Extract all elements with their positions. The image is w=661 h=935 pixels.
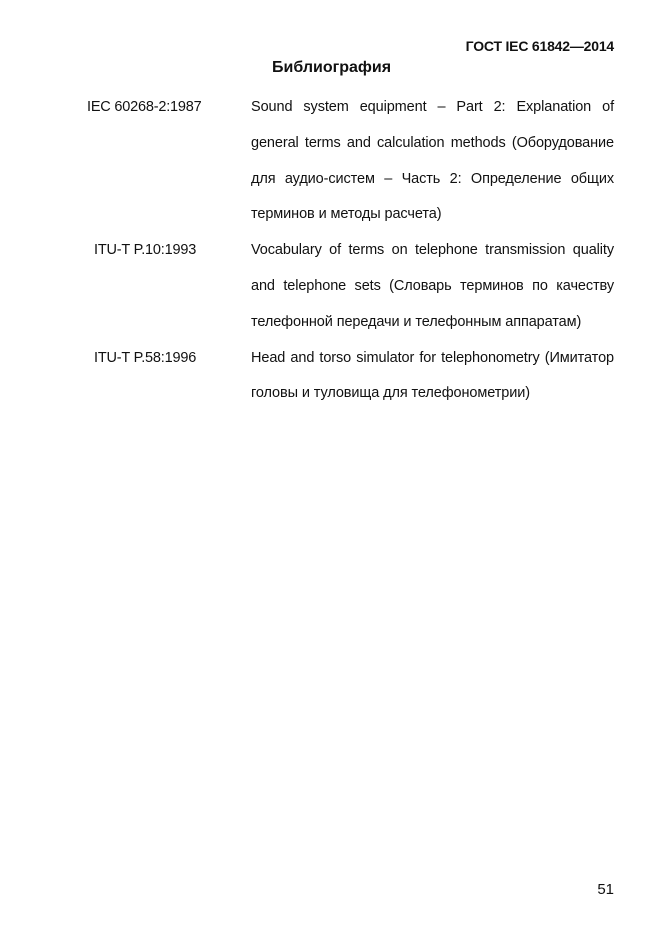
bibliography-entry (0, 233, 661, 340)
bibliography-description: Vocabulary of terms on telephone transmission quality and telephone sets (Словарь терминов по качеству телефонной передачи и телефонным аппаратам) (251, 242, 614, 330)
page-number: 51 (597, 881, 614, 898)
bibliography-reference: ITU-T P.10:1993 (94, 242, 197, 259)
bibliography-reference: ITU-T P.58:1996 (94, 349, 197, 366)
standard-code-header: ГОСТ IEC 61842—2014 (465, 38, 614, 54)
bibliography-title: Библиография (272, 59, 392, 76)
bibliography-entry (0, 341, 661, 413)
bibliography-entry (0, 90, 661, 233)
bibliography-reference: IEC 60268-2:1987 (87, 99, 202, 115)
bibliography-list (0, 90, 661, 412)
bibliography-description: Sound system equipment – Part 2: Explanation of general terms and calculation methods (Оборудование для аудио-систем – Часть 2: Определение общих терминов и методы расчета) (251, 99, 614, 223)
bibliography-description: Head and torso simulator for telephonometry (Имитатор головы и туловища для телефонометрии) (251, 349, 614, 402)
